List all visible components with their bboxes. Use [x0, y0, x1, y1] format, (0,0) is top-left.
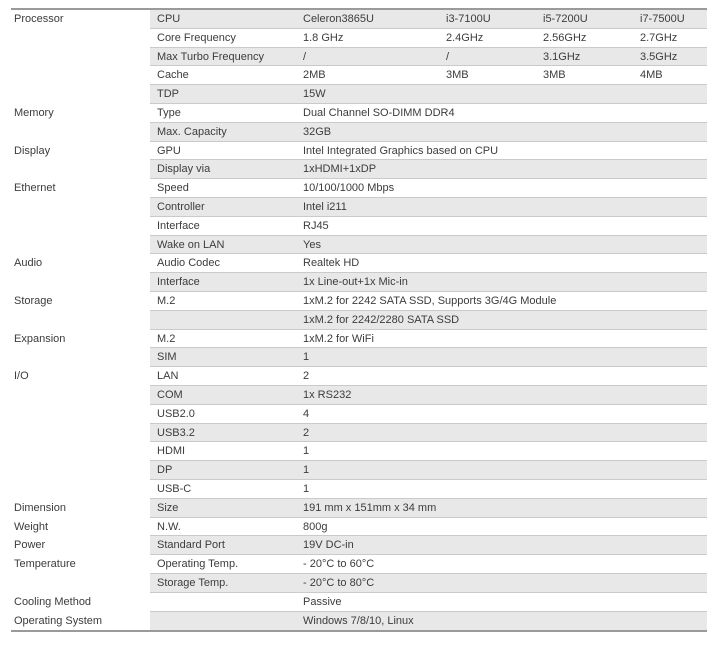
- spec-value-cell: Intel Integrated Graphics based on CPU: [303, 144, 499, 157]
- spec-value-cell: 1xM.2 for WiFi: [303, 332, 374, 345]
- spec-value-cell: 1: [303, 445, 310, 458]
- spec-row-body: [150, 292, 707, 311]
- spec-row-body: [150, 386, 707, 405]
- spec-name-cell: USB-C: [157, 482, 192, 495]
- table-row: [11, 555, 707, 574]
- spec-name-cell: Interface: [157, 276, 200, 289]
- category-cell: [11, 48, 150, 67]
- category-cell: [11, 405, 150, 424]
- spec-row-body: [150, 217, 707, 236]
- table-row: [11, 574, 707, 593]
- spec-row-body: [150, 29, 707, 48]
- spec-value-cell: 19V DC-in: [303, 539, 354, 552]
- table-row: [11, 405, 707, 424]
- spec-name-cell: Max. Capacity: [157, 125, 227, 138]
- spec-value-cell: 1: [303, 482, 310, 495]
- spec-name-cell: Operating Temp.: [157, 558, 239, 571]
- spec-name-cell: Interface: [157, 219, 200, 232]
- spec-name-cell: COM: [157, 388, 183, 401]
- spec-values: [303, 198, 707, 216]
- spec-values: [303, 142, 707, 160]
- spec-value-cell: 1: [303, 351, 310, 364]
- spec-name-cell: Standard Port: [157, 539, 225, 552]
- category-cell: [11, 348, 150, 367]
- category-cell: [11, 574, 150, 593]
- spec-name-cell: [150, 612, 303, 631]
- spec-value-cell: Passive: [303, 595, 342, 608]
- spec-value-cell: 800g: [303, 520, 328, 533]
- table-row: [11, 123, 707, 142]
- spec-values: [303, 85, 707, 103]
- table-row: [11, 612, 707, 631]
- table-row: [11, 480, 707, 499]
- spec-value-cell: Intel i211: [303, 200, 347, 213]
- spec-value-cell: - 20°C to 60°C: [303, 558, 375, 571]
- spec-row-body: [150, 142, 707, 161]
- spec-values: [303, 480, 707, 498]
- category-cell: Temperature: [11, 555, 150, 574]
- spec-name-cell: Type: [157, 106, 181, 119]
- spec-value-cell: 2.4GHz: [446, 31, 484, 44]
- category-cell: [11, 442, 150, 461]
- table-row: [11, 160, 707, 179]
- spec-row-body: [150, 348, 707, 367]
- spec-name-cell: [150, 311, 303, 329]
- spec-value-cell: 1xM.2 for 2242 SATA SSD, Supports 3G/4G Module: [303, 294, 557, 307]
- spec-name-cell: LAN: [157, 370, 179, 383]
- category-cell: [11, 198, 150, 217]
- category-cell: [11, 461, 150, 480]
- table-row: [11, 367, 707, 386]
- spec-values: [303, 273, 707, 291]
- category-cell: Audio: [11, 254, 150, 273]
- spec-values: [303, 348, 707, 366]
- spec-values: [303, 292, 707, 310]
- spec-value-cell: 1.8 GHz: [303, 31, 344, 44]
- spec-name-cell: SIM: [157, 351, 177, 364]
- spec-values: [303, 160, 707, 178]
- spec-values: [303, 442, 707, 460]
- spec-name-cell: Max Turbo Frequency: [157, 50, 264, 63]
- table-row: [11, 311, 707, 330]
- spec-value-cell: Celeron3865U: [303, 13, 374, 25]
- spec-values: [303, 104, 707, 122]
- spec-row-body: [150, 461, 707, 480]
- spec-row-body: [150, 518, 707, 537]
- spec-value-cell: /: [446, 50, 450, 63]
- spec-values: [303, 254, 707, 272]
- spec-value-cell: 1xHDMI+1xDP: [303, 163, 377, 176]
- spec-row-body: [150, 48, 707, 67]
- spec-row-body: [150, 236, 707, 255]
- table-row: [11, 442, 707, 461]
- spec-value-cell: 191 mm x 151mm x 34 mm: [303, 501, 437, 514]
- category-cell: Weight: [11, 518, 150, 537]
- spec-value-cell: 2: [303, 426, 310, 439]
- spec-row-body: [150, 10, 707, 29]
- category-cell: Display: [11, 142, 150, 161]
- table-row: [11, 348, 707, 367]
- spec-row-body: [150, 405, 707, 424]
- spec-name-cell: USB2.0: [157, 407, 195, 420]
- spec-value-cell: 15W: [303, 88, 326, 101]
- spec-name-cell: Storage Temp.: [157, 576, 229, 589]
- spec-row-body: [150, 424, 707, 443]
- spec-value-cell: Realtek HD: [303, 257, 360, 270]
- table-row: [11, 236, 707, 255]
- spec-row-body: [150, 85, 707, 104]
- spec-name-cell: Controller: [157, 200, 205, 213]
- spec-values: [303, 593, 707, 611]
- category-cell: Processor: [11, 10, 150, 29]
- spec-value-cell: 3MB: [446, 69, 469, 82]
- spec-value-cell: i5-7200U: [543, 13, 588, 25]
- spec-value-cell: 2.56GHz: [543, 31, 587, 44]
- spec-values: [303, 311, 707, 329]
- spec-name-cell: M.2: [157, 294, 176, 307]
- spec-value-cell: Windows 7/8/10, Linux: [303, 614, 414, 627]
- spec-value-cell: 4MB: [640, 69, 663, 82]
- spec-value-cell: 3MB: [543, 69, 566, 82]
- spec-table: [11, 8, 707, 632]
- table-row: [11, 292, 707, 311]
- category-cell: [11, 160, 150, 179]
- table-row: [11, 593, 707, 612]
- spec-values: [303, 405, 707, 423]
- spec-value-cell: - 20°C to 80°C: [303, 576, 375, 589]
- table-row: [11, 386, 707, 405]
- spec-value-cell: i3-7100U: [446, 13, 491, 25]
- spec-row-body: [150, 593, 707, 612]
- spec-row-body: [150, 330, 707, 349]
- spec-values: [303, 66, 707, 84]
- table-row: [11, 104, 707, 123]
- spec-values: [303, 29, 707, 47]
- spec-row-body: [150, 574, 707, 593]
- table-row: [11, 142, 707, 161]
- spec-values: [303, 123, 707, 141]
- category-cell: Expansion: [11, 330, 150, 349]
- table-row: [11, 424, 707, 443]
- spec-value-cell: 1xM.2 for 2242/2280 SATA SSD: [303, 313, 460, 326]
- spec-name-cell: HDMI: [157, 445, 186, 458]
- spec-values: [303, 555, 707, 573]
- spec-name-cell: GPU: [157, 144, 181, 157]
- spec-name-cell: M.2: [157, 332, 176, 345]
- spec-row-body: [150, 160, 707, 179]
- table-row: [11, 85, 707, 104]
- category-cell: Dimension: [11, 499, 150, 518]
- spec-name-cell: Speed: [157, 182, 189, 195]
- spec-values: [303, 424, 707, 442]
- table-row: [11, 254, 707, 273]
- spec-values: [303, 499, 707, 517]
- spec-row-body: [150, 198, 707, 217]
- spec-name-cell: Wake on LAN: [157, 238, 225, 251]
- table-row: [11, 518, 707, 537]
- spec-value-cell: /: [303, 50, 307, 63]
- spec-value-cell: Dual Channel SO-DIMM DDR4: [303, 106, 455, 119]
- table-row: [11, 330, 707, 349]
- spec-values: [303, 236, 707, 254]
- table-row: [11, 461, 707, 480]
- spec-values: [303, 330, 707, 348]
- spec-values: [303, 217, 707, 235]
- table-row: [11, 198, 707, 217]
- spec-value-cell: 1x Line-out+1x Mic-in: [303, 276, 408, 289]
- spec-row-body: [150, 311, 707, 330]
- spec-row-body: [150, 123, 707, 142]
- category-cell: Memory: [11, 104, 150, 123]
- category-cell: Cooling Method: [11, 593, 150, 612]
- category-cell: [11, 480, 150, 499]
- spec-value-cell: 2.7GHz: [640, 31, 678, 44]
- spec-name-cell: Audio Codec: [157, 257, 220, 270]
- spec-values: [303, 536, 707, 554]
- spec-name-cell: USB3.2: [157, 426, 195, 439]
- category-cell: [11, 123, 150, 142]
- category-cell: [11, 66, 150, 85]
- spec-value-cell: 2: [303, 370, 310, 383]
- category-cell: [11, 29, 150, 48]
- spec-row-body: [150, 555, 707, 574]
- category-cell: Operating System: [11, 612, 150, 631]
- spec-row-body: [150, 367, 707, 386]
- spec-row-body: [150, 442, 707, 461]
- category-cell: Ethernet: [11, 179, 150, 198]
- spec-value-cell: 1x RS232: [303, 388, 352, 401]
- category-cell: [11, 85, 150, 104]
- category-cell: [11, 273, 150, 292]
- spec-value-cell: 3.1GHz: [543, 50, 581, 63]
- spec-name-cell: Display via: [157, 163, 211, 176]
- spec-value-cell: 4: [303, 407, 310, 420]
- category-cell: [11, 217, 150, 236]
- category-cell: [11, 386, 150, 405]
- spec-value-cell: 3.5GHz: [640, 50, 678, 63]
- table-row: [11, 273, 707, 292]
- spec-values: [303, 574, 707, 592]
- spec-values: [303, 612, 707, 631]
- category-cell: [11, 311, 150, 330]
- spec-values: [303, 10, 707, 28]
- spec-values: [303, 386, 707, 404]
- spec-values: [303, 518, 707, 536]
- spec-name-cell: DP: [157, 464, 173, 477]
- spec-row-body: [150, 179, 707, 198]
- category-cell: [11, 424, 150, 443]
- spec-name-cell: TDP: [157, 88, 179, 101]
- spec-name-cell: Core Frequency: [157, 31, 236, 44]
- spec-name-cell: Size: [157, 501, 179, 514]
- spec-value-cell: 2MB: [303, 69, 326, 82]
- spec-value-cell: 32GB: [303, 125, 332, 138]
- spec-row-body: [150, 104, 707, 123]
- spec-row-body: [150, 480, 707, 499]
- table-row: [11, 536, 707, 555]
- spec-value-cell: 10/100/1000 Mbps: [303, 182, 395, 195]
- spec-name-cell: Cache: [157, 69, 189, 82]
- spec-row-body: [150, 254, 707, 273]
- spec-row-body: [150, 499, 707, 518]
- spec-value-cell: i7-7500U: [640, 13, 685, 25]
- spec-values: [303, 48, 707, 66]
- category-cell: I/O: [11, 367, 150, 386]
- table-row: [11, 499, 707, 518]
- category-cell: Storage: [11, 292, 150, 311]
- table-row: [11, 48, 707, 67]
- spec-name-cell: N.W.: [157, 520, 181, 533]
- category-cell: Power: [11, 536, 150, 555]
- table-row: [11, 179, 707, 198]
- spec-values: [303, 461, 707, 479]
- spec-name-cell: CPU: [157, 13, 181, 25]
- spec-value-cell: 1: [303, 464, 310, 477]
- spec-row-body: [150, 612, 707, 631]
- spec-values: [303, 179, 707, 197]
- table-row: [11, 66, 707, 85]
- spec-row-body: [150, 536, 707, 555]
- spec-value-cell: Yes: [303, 238, 321, 251]
- spec-name-cell: [150, 593, 303, 611]
- table-row: [11, 29, 707, 48]
- spec-row-body: [150, 66, 707, 85]
- spec-value-cell: RJ45: [303, 219, 329, 232]
- table-row: [11, 10, 707, 29]
- spec-values: [303, 367, 707, 385]
- table-row: [11, 217, 707, 236]
- category-cell: [11, 236, 150, 255]
- spec-row-body: [150, 273, 707, 292]
